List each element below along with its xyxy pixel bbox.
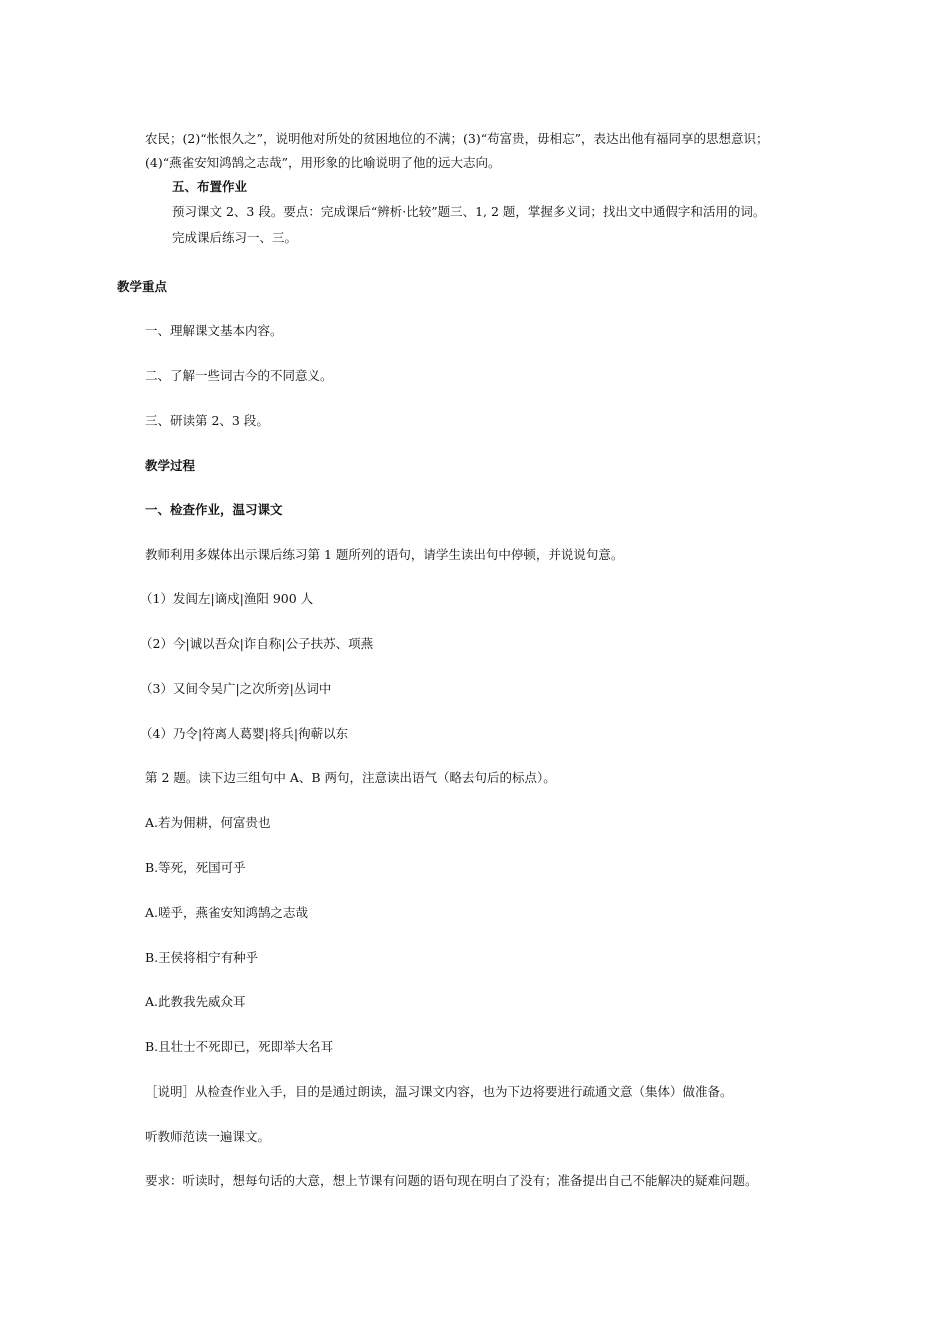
subheading-check-homework: 一、检查作业，温习课文 xyxy=(145,502,283,517)
tone-sentence: A.嗟乎，燕雀安知鸿鹄之志哉 xyxy=(145,905,309,920)
sentence-pause-item: （3）又间令吴广|之次所旁|丛词中 xyxy=(140,681,332,696)
key-point-item: 三、研读第 2、3 段。 xyxy=(145,413,269,428)
listen-instruction: 听教师范读一遍课文。 xyxy=(145,1129,271,1144)
tone-sentence: B.且壮士不死即已，死即举大名耳 xyxy=(145,1039,334,1054)
tone-sentence: B.王侯将相宁有种乎 xyxy=(145,950,259,965)
heading-teaching-process: 教学过程 xyxy=(145,458,196,473)
paragraph-continuation-line-1: 农民；(2)“怅恨久之”，说明他对所处的贫困地位的不满；(3)“苟富贵，毋相忘”，表达出他有福同享的思想意识； xyxy=(145,131,769,146)
tone-sentence: B.等死，死国可乎 xyxy=(145,860,246,875)
section-heading-homework: 五、布置作业 xyxy=(172,179,248,194)
process-intro: 教师利用多媒体出示课后练习第 1 题所列的语句，请学生读出句中停顿，并说说句意。 xyxy=(145,547,624,562)
heading-key-points: 教学重点 xyxy=(117,279,168,294)
homework-item-1: 预习课文 2、3 段。要点：完成课后“辨析·比较”题三、1, 2 题，掌握多义词；找出文中通假字和活用的词。 xyxy=(172,204,766,219)
key-point-item: 二、了解一些词古今的不同意义。 xyxy=(145,368,333,383)
sentence-pause-item: （1）发闾左|谪戍|渔阳 900 人 xyxy=(140,591,314,606)
sentence-pause-item: （2）今|诚以吾众|诈自称|公子扶苏、项燕 xyxy=(140,636,374,651)
tone-sentence: A.此教我先威众耳 xyxy=(145,994,246,1009)
question-2: 第 2 题。读下边三组句中 A、B 两句，注意读出语气（略去句后的标点）。 xyxy=(145,770,556,785)
homework-item-2: 完成课后练习一、三。 xyxy=(172,230,298,245)
paragraph-continuation-line-2: (4)“燕雀安知鸿鹄之志哉”，用形象的比喻说明了他的远大志向。 xyxy=(145,155,501,170)
tone-sentence: A.若为佣耕，何富贵也 xyxy=(145,815,271,830)
key-point-item: 一、理解课文基本内容。 xyxy=(145,323,283,338)
explanation-note: ［说明］从检查作业入手，目的是通过朗读，温习课文内容，也为下边将要进行疏通文意（集体）做准备。 xyxy=(145,1084,733,1099)
sentence-pause-item: （4）乃令|符离人葛婴|将兵|徇蕲以东 xyxy=(140,726,349,741)
listening-requirement: 要求：听读时，想每句话的大意，想上节课有问题的语句现在明白了没有；准备提出自己不能解决的疑难问题。 xyxy=(145,1173,758,1188)
